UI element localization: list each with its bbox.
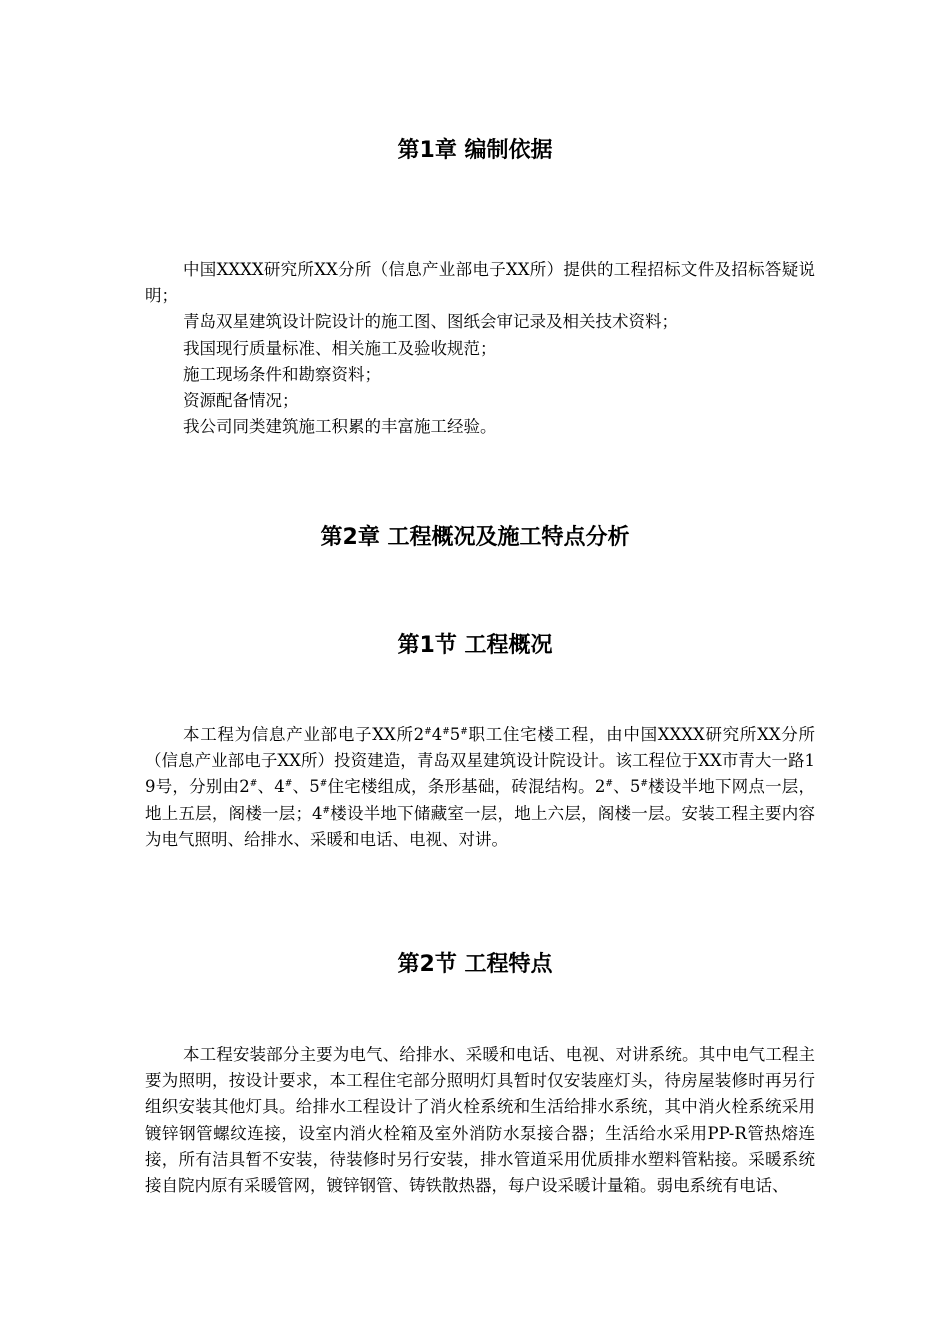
basis-item-2: 青岛双星建筑设计院设计的施工图、图纸会审记录及相关技术资料； [183,312,678,332]
number-sign-mark: # [605,779,613,790]
number-sign-mark: # [460,727,468,737]
overview-text: 楼设半地下网点一层，地上五层，阁楼一层；4 [145,777,816,823]
number-sign-mark: # [640,779,648,790]
overview-text: 职工住宅楼工程，由中国XXXX研究所XX分所（信息产业部电子XX所）投资建造，青岛双星建筑设计院设计。该工程位于XX市青大一路19号，分别由2 [145,725,815,797]
overview-text: 5 [449,725,461,744]
chapter-2-title: 第2章 工程概况及施工特点分析 [320,525,630,550]
basis-item-6: 我公司同类建筑施工积累的丰富施工经验。 [183,417,497,437]
project-features-paragraph: 本工程安装部分主要为电气、给排水、采暖和电话、电视、对讲系统。其中电气工程主要为照明，按设计要求，本工程住宅部分照明灯具暂时仅安装座灯头，待房屋装修时再另行组织安装其他灯具。给排水工程设计了消火栓系统和生活给排水系统，其中消火栓系统采用镀锌钢管螺纹连接，设室内消火栓箱及室外消防水泵接合器；生活给水采用PP-R管热熔连接，所有洁具暂不安装，待装修时另行安装，排水管道采用优质排水塑料管粘接。采暖系统接自院内原有采暖管网，镀锌钢管、铸铁散热器，每户设采暖计量箱。弱电系统有电话、 [145,1045,815,1196]
section-2-body [145,1042,815,1199]
section-1-body [145,722,815,853]
overview-text: 本工程为信息产业部电子XX所2 [183,725,425,744]
number-sign-mark: # [442,727,450,737]
overview-text: 、4 [257,777,285,797]
number-sign-mark: # [424,727,432,737]
basis-item-5: 资源配备情况； [183,391,299,411]
number-sign-mark: # [284,779,293,790]
overview-text: 、5 [612,777,641,797]
overview-text: 住宅楼组成，条形基础，砖混结构。2 [327,777,606,797]
overview-text: 4 [431,725,443,744]
project-overview-paragraph [145,722,815,853]
chapter-1-basis-list [145,257,815,440]
chapter-1-title: 第1章 编制依据 [397,138,553,163]
number-sign-mark: # [319,779,328,790]
overview-text: 、5 [292,777,320,797]
overview-text: 楼设半地下储藏室一层，地上六层，阁楼一层。安装工程主要内容为电气照明、给排水、采暖和电话、电视、对讲。 [145,803,815,849]
basis-item-4: 施工现场条件和勘察资料； [183,364,381,384]
number-sign-mark: # [249,779,258,790]
number-sign-mark: # [322,805,331,816]
section-1-title: 第1节 工程概况 [397,633,553,658]
section-2-title: 第2节 工程特点 [397,952,553,977]
basis-item-3: 我国现行质量标准、相关施工及验收规范； [183,338,497,358]
basis-item-1: 中国XXXX研究所XX分所（信息产业部电子XX所）提供的工程招标文件及招标答疑说明； [145,260,815,306]
